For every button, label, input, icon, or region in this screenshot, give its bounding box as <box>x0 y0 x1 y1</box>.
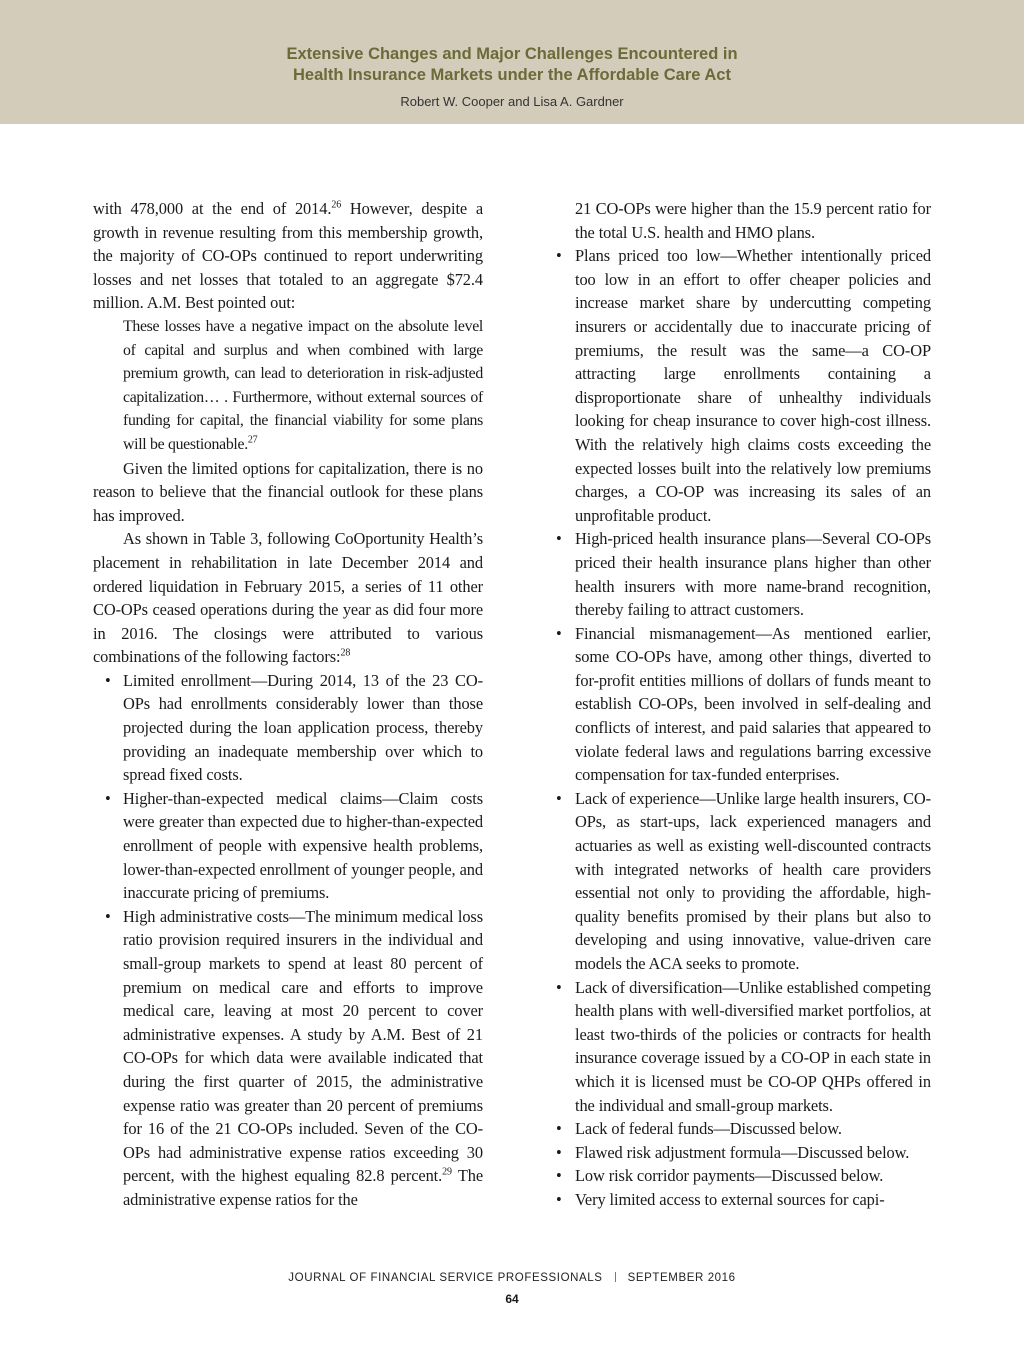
list-item: • Limited enrollment—During 2014, 13 of the 23 CO-OPs had enrollments considerably lower than those projected during the loan application process, thereby providing an inadequate membership over which to spread fixed costs. <box>93 669 483 787</box>
list-item: • Lack of experience—Unlike large health insurers, CO-OPs, as start-ups, lack experienced managers and actuaries as well as existing well-discounted contracts with integrated networks of health care providers essential not only to providing the affordable, high-quality benefits promised by their plans but also to developing and using innovative, value-driven care models the ACA seeks to promote. <box>551 787 931 976</box>
footnote-ref: 28 <box>340 647 351 659</box>
list-item: • High-priced health insurance plans—Several CO-OPs priced their health insurance plans higher than other health insurers with more name-brand recognition, thereby failing to attract customers. <box>551 527 931 621</box>
left-column <box>93 197 483 1212</box>
article-title <box>0 44 1024 86</box>
article-authors: Robert W. Cooper and Lisa A. Gardner <box>400 94 624 109</box>
list-item: • Higher-than-expected medical claims—Claim costs were greater than expected due to higher-than-expected enrollment of people with expensive health problems, lower-than-expected enrollment of younger people, and inaccurate pricing of premiums. <box>93 787 483 905</box>
footnote-ref: 27 <box>247 434 258 446</box>
paragraph: with 478,000 at the end of 2014.26 However, despite a growth in revenue resulting from this membership growth, the majority of CO-OPs continued to report underwriting losses and net losses that totaled to an aggregate $72.4 million. A.M. Best pointed out: <box>93 199 483 313</box>
factor-list <box>93 669 483 1212</box>
list-item: • Flawed risk adjustment formula—Discussed below. <box>551 1141 931 1165</box>
page-number: 64 <box>505 1292 519 1306</box>
journal-name: JOURNAL OF FINANCIAL SERVICE PROFESSIONALS <box>288 1272 603 1284</box>
footnote-ref: 29 <box>442 1166 452 1178</box>
article-title-line-1: Extensive Changes and Major Challenges Encountered in <box>286 45 738 63</box>
list-item: • Lack of diversification—Unlike established competing health plans with well-diversified market portfolios, at least two-thirds of the policies or contracts for health insurance coverage issued by a CO-OP in each state in which it is licensed must be CO-OP QHPs offered in the individual and small-group markets. <box>551 976 931 1118</box>
list-item: • Financial mismanagement—As mentioned earlier, some CO-OPs have, among other things, diverted to for-profit entities millions of dollars of funds meant to establish CO-OPs, been involved in self-dealing and conflicts of interest, and paid salaries that appeared to violate federal laws and regulations barring excessive compensation for tax-funded enterprises. <box>551 622 931 787</box>
list-item: • Plans priced too low—Whether intentionally priced too low in an effort to offer cheaper policies and increase market share by undercutting competing insurers or accidentally due to inaccurate pricing of premiums, the result was the same—a CO-OP attracting large enrollments containing a disproportionate share of unhealthy individuals looking for cheap insurance to cover high-cost illness. With the relatively high claims costs exceeding the expected losses built into the relatively low premiums charges, a CO-OP was increasing its sales of an unprofitable product. <box>551 244 931 527</box>
running-header <box>0 0 1024 124</box>
issue-date: SEPTEMBER 2016 <box>627 1272 736 1284</box>
factor-list <box>551 244 931 1211</box>
list-item-continuation: 21 CO-OPs were higher than the 15.9 percent ratio for the total U.S. health and HMO plans. <box>575 199 931 242</box>
list-item: • Low risk corridor payments—Discussed below. <box>551 1164 931 1188</box>
footer-separator <box>615 1272 616 1282</box>
paragraph: As shown in Table 3, following CoOportunity Health’s placement in rehabilitation in late December 2014 and ordered liquidation in February 2015, a series of 11 other CO-OPs ceased operations during the year as did four more in 2016. The closings were attributed to various combinations of the following factors:$^{28}$ <box>93 529 483 667</box>
right-column <box>551 197 931 1212</box>
list-item: • Very limited access to external sources for capi- <box>551 1188 931 1212</box>
article-title-line-2: Health Insurance Markets under the Affordable Care Act <box>293 66 731 84</box>
footnote-ref: 26 <box>331 199 342 211</box>
paragraph: Given the limited options for capitalization, there is no reason to believe that the financial outlook for these plans has improved. <box>93 458 483 525</box>
list-item: • Lack of federal funds—Discussed below. <box>551 1117 931 1141</box>
list-item: • High administrative costs—The minimum medical loss ratio provision required insurers in the individual and small-group markets to spend at least 80 percent of premium on medical care and efforts to improve medical care, leaving at most 20 percent to cover administrative expenses. A study by A.M. Best of 21 CO-OPs for which data were available indicated that during the first quarter of 2015, the administrative expense ratio was greater than 20 percent of premiums for 16 of the 21 CO-OPs included. Seven of the CO-OPs had administrative expense ratios exceeding 30 percent, with the highest equaling 82.8 percent.$^{29}$ The administrative expense ratios for the <box>93 905 483 1212</box>
block-quote: These losses have a negative impact on the absolute level of capital and surplus and when combined with large premium growth, can lead to deterioration in risk-adjusted capitalization… . Furthermore, without external sources of funding for capital, the financial viability for some plans will be questionable.$^{27}$ <box>123 317 483 453</box>
running-footer <box>0 1272 1024 1284</box>
